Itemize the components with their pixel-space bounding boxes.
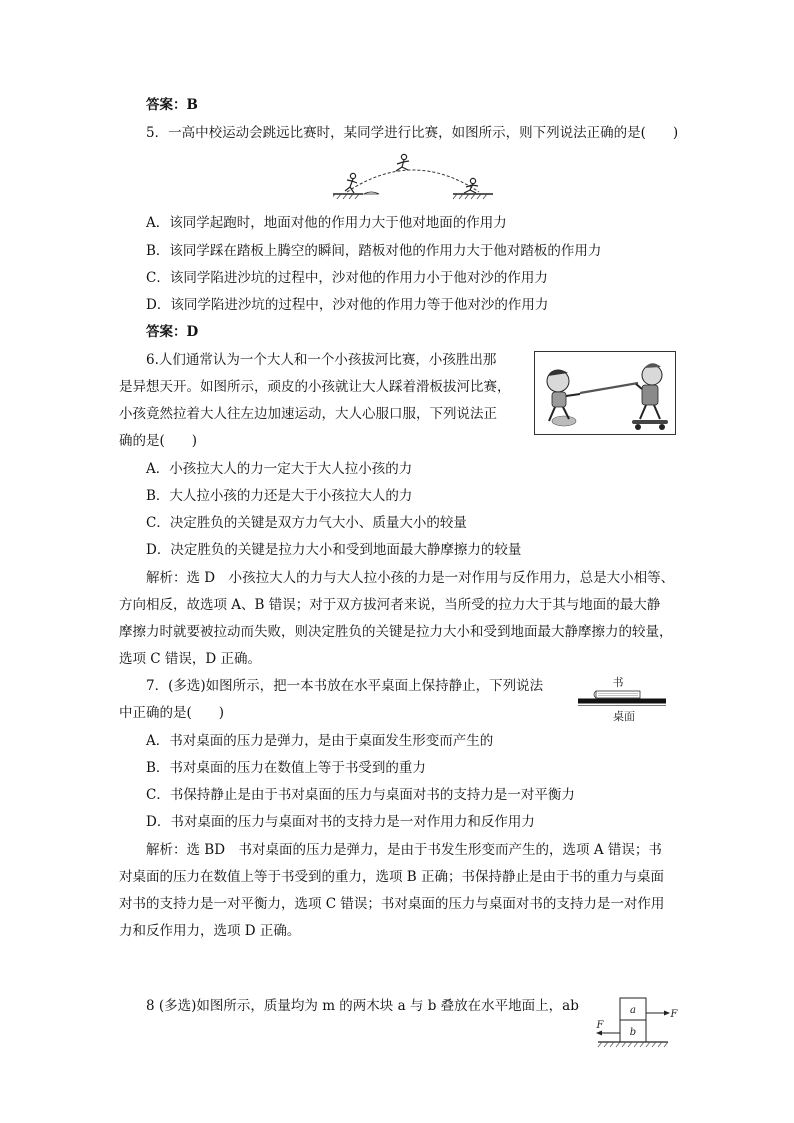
q5-option-d: D．该同学陷进沙坑的过程中，沙对他的作用力等于他对沙的作用力 [146,297,549,313]
q6-stem-line2: 是异想天开。如图所示，顽皮的小孩就让大人踩着滑板拔河比赛， [119,379,511,395]
tug-of-war-figure [534,351,676,435]
q7-option-b: B．书对桌面的压力在数值上等于书受到的重力 [146,760,426,776]
q6-analysis-line1: 解析：选 D 小孩拉大人的力与大人拉小孩的力是一对作用与反作用力，总是大小相等、 [146,570,675,586]
q6-option-b: B．大人拉小孩的力还是大于小孩拉大人的力 [146,488,413,504]
desk-label: 桌面 [613,710,635,723]
q8-stem: 8 (多选)如图所示，质量均为 m 的两木块 a 与 b 叠放在水平地面上，ab [146,998,579,1014]
book-on-desk-figure [574,674,670,726]
q5-option-a: A．该同学起跑时，地面对他的作用力大于他对地面的作用力 [146,215,507,231]
q6-analysis-line4: 选项 C 错误，D 正确。 [119,651,262,667]
q7-option-d: D．书对桌面的压力与桌面对书的支持力是一对作用力和反作用力 [146,814,535,830]
q5-answer: 答案：D [146,324,199,340]
q7-analysis-line2: 对桌面的压力在数值上等于书受到的重力，选项 B 正确；书保持静止是由于书的重力与桌面 [119,869,665,885]
q7-stem-line1: 7．(多选)如图所示，把一本书放在水平桌面上保持静止，下列说法 [146,678,544,694]
q6-analysis-line2: 方向相反，故选项 A、B 错误；对于双方拔河者来说，当所受的拉力大于其与地面的最大静 [119,597,661,613]
q6-stem-line3: 小孩竟然拉着大人往左边加速运动，大人心服口服，下列说法正 [119,406,497,422]
q6-option-c: C．决定胜负的关键是双方力气大小、质量大小的较量 [146,515,467,531]
q6-analysis-line3: 摩擦力时就要被拉动而失败，则决定胜负的关键是拉力大小和受到地面最大静摩擦力的较量， [119,624,673,640]
force-left-label: F [596,1020,604,1031]
block-a-label: a [630,1005,636,1016]
q6-stem-line4: 确的是( ) [119,433,198,449]
q6-option-a: A．小孩拉大人的力一定大于大人拉小孩的力 [146,461,413,477]
q7-stem-line2: 中正确的是( ) [119,705,225,721]
q6-option-d: D．决定胜负的关键是拉力大小和受到地面最大静摩擦力的较量 [146,542,522,558]
q5-option-c: C．该同学陷进沙坑的过程中，沙对他的作用力小于他对沙的作用力 [146,270,548,286]
q7-analysis-line3: 对书的支持力是一对平衡力，选项 C 错误；书对桌面的压力与桌面对书的支持力是一对作用 [119,896,665,912]
q7-analysis-line1: 解析：选 BD 书对桌面的压力是弹力，是由于书发生形变而产生的，选项 A 错误；书 [146,842,662,858]
q5-stem: 5．一高中校运动会跳远比赛时，某同学进行比赛，如图所示，则下列说法正确的是( ) [146,125,679,141]
block-b-label: b [629,1027,637,1038]
stacked-blocks-figure [588,994,682,1056]
book-label: 书 [612,676,624,689]
q6-stem-line1: 6.人们通常认为一个大人和一个小孩拔河比赛，小孩胜出那 [146,352,497,368]
long-jump-figure [333,150,493,200]
force-right-label: F [670,1009,678,1020]
q4-answer: 答案：B [146,97,198,113]
q7-option-a: A．书对桌面的压力是弹力，是由于桌面发生形变而产生的 [146,733,494,749]
q7-option-c: C．书保持静止是由于书对桌面的压力与桌面对书的支持力是一对平衡力 [146,787,575,803]
q7-analysis-line4: 力和反作用力，选项 D 正确。 [119,923,301,939]
q5-option-b: B．该同学踩在踏板上腾空的瞬间，踏板对他的作用力大于他对踏板的作用力 [146,243,602,259]
